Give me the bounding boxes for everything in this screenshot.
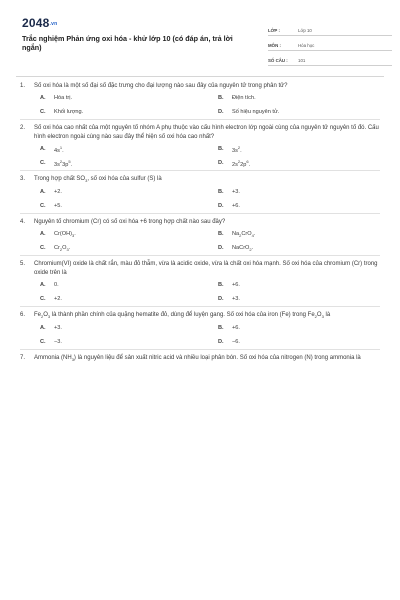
option-text: $2s^22p^6$. bbox=[232, 158, 251, 168]
meta-row-class bbox=[268, 23, 392, 36]
answer-option[interactable] bbox=[40, 241, 210, 255]
option-text: +6. bbox=[232, 325, 240, 332]
answer-options bbox=[20, 142, 380, 170]
option-letter: C. bbox=[40, 203, 46, 210]
option-letter: B. bbox=[218, 95, 224, 101]
option-text: −6. bbox=[232, 339, 240, 346]
answer-option[interactable] bbox=[40, 142, 210, 156]
option-text: $Cr_2O_3$. bbox=[54, 244, 71, 252]
option-letter: A. bbox=[40, 146, 46, 152]
option-letter: A. bbox=[40, 95, 46, 101]
answer-option[interactable] bbox=[40, 278, 210, 292]
answer-option[interactable] bbox=[210, 292, 380, 306]
question-stem bbox=[20, 124, 380, 142]
option-letter: A. bbox=[40, 282, 46, 289]
answer-option[interactable] bbox=[210, 91, 380, 105]
option-letter: C. bbox=[40, 245, 46, 252]
question-text: Chromium(VI) oxide là chất rắn, màu đỏ thẫm, vừa là acidic oxide, vừa là chất oxi hóa mạnh. Số oxi hóa của chromium (Cr) trong oxide trên là bbox=[34, 261, 378, 277]
answer-option[interactable] bbox=[210, 335, 380, 349]
brand-logo[interactable] bbox=[22, 16, 57, 30]
answer-options bbox=[20, 278, 380, 306]
option-text: +5. bbox=[54, 203, 62, 210]
option-letter: A. bbox=[40, 189, 46, 196]
question-stem bbox=[20, 354, 380, 364]
question-text: Số oxi hóa cao nhất của một nguyên tố nhóm A phụ thuộc vào cấu hình electron lớp ngoài cùng của nguyên tử nguyên tố đó. Cấu hình electron ngoài cùng nào sau đây thể hiện số oxi hóa cao nhất? bbox=[34, 125, 379, 140]
question-number: 3. bbox=[20, 176, 26, 182]
answer-option[interactable] bbox=[40, 185, 210, 199]
option-text: +3. bbox=[232, 296, 240, 303]
page-title: Trắc nghiệm Phản ứng oxi hóa - khử lớp 10 (có đáp án, trả lời ngắn) bbox=[22, 34, 233, 52]
answer-option[interactable] bbox=[210, 227, 380, 241]
answer-options bbox=[20, 321, 380, 349]
option-letter: C. bbox=[40, 296, 46, 303]
meta-row-subject bbox=[268, 38, 392, 51]
meta-label: SỐ CÂU : bbox=[268, 58, 288, 63]
question-number: 4. bbox=[20, 219, 26, 226]
answer-option[interactable] bbox=[40, 91, 210, 105]
question-number: 1. bbox=[20, 83, 26, 89]
question-stem bbox=[20, 175, 380, 185]
meta-value: Lớp 10 bbox=[298, 28, 312, 33]
question-item bbox=[20, 171, 380, 214]
answer-option[interactable] bbox=[40, 227, 210, 241]
option-letter: B. bbox=[218, 325, 224, 332]
question-list bbox=[20, 78, 380, 365]
option-text: 0. bbox=[54, 282, 59, 289]
option-text: $4s^1$. bbox=[54, 144, 64, 154]
meta-label: MÔN : bbox=[268, 43, 281, 48]
question-item bbox=[20, 78, 380, 120]
answer-option[interactable] bbox=[40, 105, 210, 119]
option-letter: B. bbox=[218, 282, 224, 289]
meta-label: LỚP : bbox=[268, 28, 280, 33]
answer-options bbox=[20, 185, 380, 213]
option-text: Số hiệu nguyên tử. bbox=[232, 109, 280, 115]
question-number: 6. bbox=[20, 312, 26, 319]
answer-option[interactable] bbox=[210, 105, 380, 119]
option-text: +3. bbox=[232, 189, 240, 196]
answer-option[interactable] bbox=[40, 321, 210, 335]
option-letter: C. bbox=[40, 339, 46, 346]
option-letter: A. bbox=[40, 231, 46, 238]
option-letter: B. bbox=[218, 146, 224, 152]
question-text: Ammonia $(NH_3)$ là nguyên liệu để sản xuất nitric acid và nhiều loại phân bón. Số oxi hóa của nitrogen (N) trong ammonia là bbox=[34, 355, 361, 363]
answer-option[interactable] bbox=[210, 185, 380, 199]
option-letter: D. bbox=[218, 203, 224, 210]
option-letter: D. bbox=[218, 245, 224, 252]
answer-option[interactable] bbox=[210, 241, 380, 255]
question-item bbox=[20, 307, 380, 350]
option-letter: D. bbox=[218, 160, 224, 166]
answer-options bbox=[20, 91, 380, 119]
meta-value: Hóa học bbox=[298, 43, 315, 48]
answer-option[interactable] bbox=[40, 335, 210, 349]
meta-value: 101 bbox=[298, 58, 306, 63]
option-text: $3s^23p^5$. bbox=[54, 158, 73, 168]
option-letter: D. bbox=[218, 296, 224, 303]
question-number: 5. bbox=[20, 261, 26, 268]
answer-option[interactable] bbox=[40, 292, 210, 306]
answer-option[interactable] bbox=[210, 156, 380, 170]
option-text: +6. bbox=[232, 203, 240, 210]
question-text: Nguyên tố chromium (Cr) có số oxi hóa +6 trong hợp chất nào sau đây? bbox=[34, 219, 226, 226]
answer-options bbox=[20, 227, 380, 255]
option-text: $Cr(OH)_3$. bbox=[54, 230, 76, 238]
option-text: −3. bbox=[54, 339, 62, 346]
question-stem bbox=[20, 311, 380, 321]
option-text: Điện tích. bbox=[232, 95, 256, 101]
option-letter: A. bbox=[40, 325, 46, 332]
question-number: 7. bbox=[20, 355, 26, 362]
option-text: +2. bbox=[54, 189, 62, 196]
option-letter: C. bbox=[40, 160, 46, 166]
option-letter: D. bbox=[218, 339, 224, 346]
meta-row-count bbox=[268, 53, 392, 66]
answer-option[interactable] bbox=[210, 321, 380, 335]
meta-panel bbox=[268, 23, 392, 68]
option-text: $3s^2$. bbox=[232, 144, 242, 154]
option-text: $Na_2CrO_4$. bbox=[232, 230, 256, 238]
header-divider bbox=[16, 76, 384, 77]
question-stem bbox=[20, 218, 380, 227]
question-text: Trong hợp chất $SO_3$, số oxi hóa của sulfur (S) là bbox=[34, 176, 162, 184]
answer-option[interactable] bbox=[210, 199, 380, 213]
answer-option[interactable] bbox=[40, 156, 210, 170]
brand-domain: .vn bbox=[49, 20, 58, 27]
option-text: NaCrO$_2$. bbox=[232, 244, 254, 252]
option-text: +2. bbox=[54, 296, 62, 303]
option-text: Hóa trị. bbox=[54, 95, 73, 101]
option-letter: C. bbox=[40, 109, 46, 115]
option-text: +3. bbox=[54, 325, 62, 332]
question-stem bbox=[20, 82, 380, 91]
question-item bbox=[20, 256, 380, 307]
question-text: Số oxi hóa là một số đại số đặc trưng cho đại lượng nào sau đây của nguyên tử trong phân tử? bbox=[34, 83, 288, 89]
brand-name: 2048 bbox=[22, 16, 50, 30]
option-text: Khối lượng. bbox=[54, 109, 84, 115]
answer-option[interactable] bbox=[40, 199, 210, 213]
answer-option[interactable] bbox=[210, 278, 380, 292]
question-text: $Fe_2O_3$ là thành phần chính của quặng hematite đỏ, dùng để luyện gang. Số oxi hóa của iron (Fe) trong $Fe_2O_3$ là bbox=[34, 312, 331, 320]
option-letter: D. bbox=[218, 109, 224, 115]
option-text: +6. bbox=[232, 282, 240, 289]
header bbox=[16, 12, 384, 76]
option-letter: B. bbox=[218, 189, 224, 196]
answer-option[interactable] bbox=[210, 142, 380, 156]
question-number: 2. bbox=[20, 125, 26, 131]
question-item bbox=[20, 350, 380, 364]
option-letter: B. bbox=[218, 231, 224, 238]
question-item bbox=[20, 120, 380, 171]
question-item bbox=[20, 214, 380, 256]
question-stem bbox=[20, 260, 380, 278]
